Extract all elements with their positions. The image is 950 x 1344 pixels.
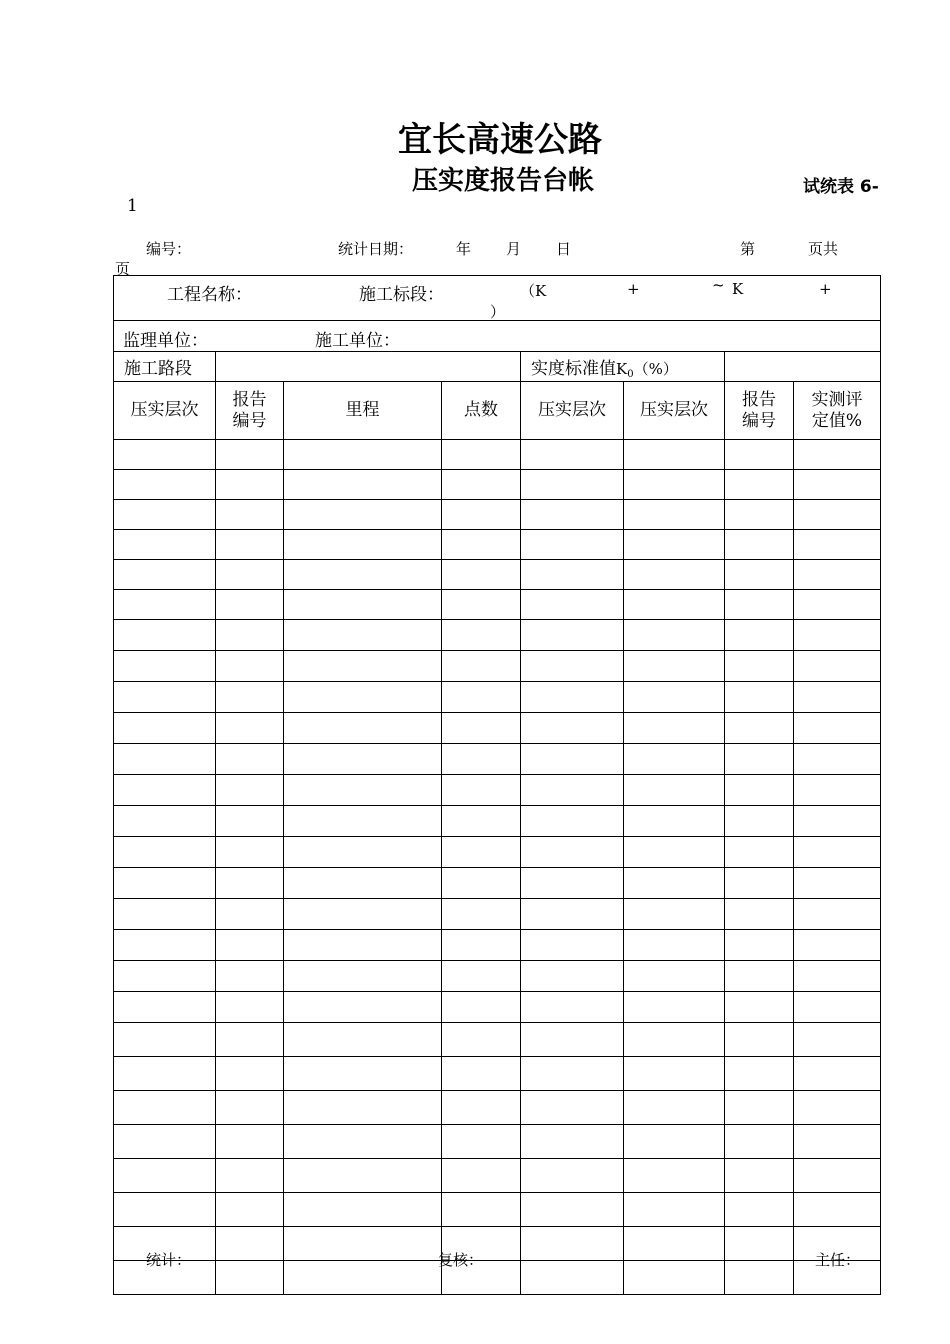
table-cell xyxy=(794,470,881,500)
table-cell xyxy=(624,961,725,992)
table-cell xyxy=(442,651,521,682)
table-cell xyxy=(521,620,624,651)
table-cell xyxy=(216,744,284,775)
table-cell xyxy=(725,961,794,992)
table-row xyxy=(114,470,881,500)
table-cell xyxy=(521,500,624,530)
table-cell xyxy=(624,899,725,930)
day-label: 日 xyxy=(556,240,572,258)
footer-director: 主任： xyxy=(815,1251,861,1269)
table-row xyxy=(114,530,881,560)
table-cell xyxy=(216,1091,284,1125)
document-subtitle: 压实度报告台帐 xyxy=(411,166,594,196)
table-cell xyxy=(521,1261,624,1295)
table-cell xyxy=(284,682,442,713)
table-cell xyxy=(725,1023,794,1057)
table-cell xyxy=(114,530,216,560)
number-label: 编号： xyxy=(146,240,192,258)
table-cell xyxy=(442,930,521,961)
table-cell xyxy=(216,1193,284,1227)
table-cell xyxy=(624,1125,725,1159)
table-cell xyxy=(284,806,442,837)
table-cell xyxy=(624,1261,725,1295)
table-row xyxy=(114,713,881,744)
table-cell xyxy=(442,775,521,806)
table-cell xyxy=(521,1125,624,1159)
table-row xyxy=(114,1193,881,1227)
table-cell xyxy=(216,470,284,500)
table-cell xyxy=(216,1261,284,1295)
station-close: ） xyxy=(490,303,506,321)
table-cell xyxy=(624,1159,725,1193)
table-cell xyxy=(216,961,284,992)
table-row xyxy=(114,1125,881,1159)
table-cell xyxy=(442,713,521,744)
table-cell xyxy=(442,1023,521,1057)
table-row xyxy=(114,1023,881,1057)
table-cell xyxy=(521,590,624,620)
table-row xyxy=(114,775,881,806)
table-cell xyxy=(521,1091,624,1125)
table-cell xyxy=(794,1057,881,1091)
page-total-label: 页共 xyxy=(808,240,839,258)
table-cell xyxy=(794,1023,881,1057)
table-cell xyxy=(216,500,284,530)
table-cell xyxy=(794,1091,881,1125)
section-label: 施工标段： xyxy=(359,285,444,305)
table-cell xyxy=(725,1261,794,1295)
standard-value-cell xyxy=(725,352,881,382)
table-cell xyxy=(521,440,624,470)
table-cell xyxy=(521,682,624,713)
table-cell xyxy=(284,1125,442,1159)
col-compaction-layer-1: 压实层次 xyxy=(114,382,216,440)
table-cell xyxy=(624,837,725,868)
table-cell xyxy=(794,744,881,775)
table-cell xyxy=(284,440,442,470)
table-cell xyxy=(216,1023,284,1057)
standard-value-label: 实度标准值$K_0(\%)$ xyxy=(521,352,725,382)
table-row xyxy=(114,1091,881,1125)
table-cell xyxy=(725,806,794,837)
table-row xyxy=(114,1227,881,1261)
col-mileage: 里程 xyxy=(284,382,442,440)
table-cell xyxy=(521,530,624,560)
table-cell xyxy=(216,560,284,590)
table-cell xyxy=(216,1227,284,1261)
table-row xyxy=(114,837,881,868)
table-cell xyxy=(284,1023,442,1057)
col-compaction-layer-3: 压实层次 xyxy=(624,382,725,440)
table-cell xyxy=(624,775,725,806)
table-row xyxy=(114,620,881,651)
table-cell xyxy=(521,1057,624,1091)
table-cell xyxy=(216,440,284,470)
table-cell xyxy=(794,899,881,930)
table-cell xyxy=(216,1057,284,1091)
table-cell xyxy=(624,560,725,590)
table-cell xyxy=(216,1159,284,1193)
table-row xyxy=(114,744,881,775)
table-cell xyxy=(114,1091,216,1125)
table-cell xyxy=(284,1159,442,1193)
table-cell xyxy=(284,868,442,899)
table-cell xyxy=(284,930,442,961)
table-cell xyxy=(216,899,284,930)
table-cell xyxy=(521,744,624,775)
page-number-label: 第 xyxy=(740,240,756,258)
table-cell xyxy=(114,682,216,713)
table-cell xyxy=(114,1023,216,1057)
table-cell xyxy=(624,1057,725,1091)
table-cell xyxy=(725,1057,794,1091)
table-row xyxy=(114,1057,881,1091)
table-cell xyxy=(725,651,794,682)
table-cell xyxy=(284,1091,442,1125)
col-points: 点数 xyxy=(442,382,521,440)
table-cell xyxy=(794,530,881,560)
table-cell xyxy=(521,1023,624,1057)
col-compaction-layer-2: 压实层次 xyxy=(521,382,624,440)
table-row xyxy=(114,992,881,1023)
table-cell xyxy=(725,837,794,868)
table-cell xyxy=(114,806,216,837)
table-cell xyxy=(521,470,624,500)
table-cell xyxy=(624,868,725,899)
table-cell xyxy=(725,500,794,530)
footer-stat: 统计： xyxy=(146,1251,192,1269)
table-cell xyxy=(442,961,521,992)
table-cell xyxy=(521,1193,624,1227)
table-cell xyxy=(794,1193,881,1227)
table-cell xyxy=(521,1227,624,1261)
table-cell xyxy=(725,713,794,744)
table-row xyxy=(114,500,881,530)
table-cell xyxy=(442,1091,521,1125)
station-tilde: ~ xyxy=(712,276,725,294)
table-row xyxy=(114,590,881,620)
table-cell xyxy=(725,470,794,500)
table-cell xyxy=(216,1125,284,1159)
table-cell xyxy=(725,868,794,899)
table-cell xyxy=(114,1057,216,1091)
table-cell xyxy=(521,992,624,1023)
road-section-value xyxy=(216,352,521,382)
table-cell xyxy=(114,440,216,470)
table-cell xyxy=(725,560,794,590)
project-label: 工程名称： xyxy=(167,285,252,305)
table-cell xyxy=(624,1227,725,1261)
table-cell xyxy=(521,837,624,868)
table-cell xyxy=(114,651,216,682)
document-title: 宜长高速公路 xyxy=(398,120,602,160)
table-cell xyxy=(794,992,881,1023)
table-cell xyxy=(794,590,881,620)
table-cell xyxy=(442,530,521,560)
table-cell xyxy=(725,744,794,775)
table-cell xyxy=(216,775,284,806)
table-cell xyxy=(114,1159,216,1193)
table-cell xyxy=(442,1193,521,1227)
form-number: 试统表 6- xyxy=(803,177,879,197)
table-cell xyxy=(521,560,624,590)
table-cell xyxy=(284,470,442,500)
table-cell xyxy=(442,560,521,590)
table-cell xyxy=(624,744,725,775)
table-cell xyxy=(624,682,725,713)
table-cell xyxy=(794,500,881,530)
table-cell xyxy=(442,620,521,651)
table-row xyxy=(114,930,881,961)
table-cell xyxy=(442,470,521,500)
table-cell xyxy=(114,1193,216,1227)
table-cell xyxy=(284,713,442,744)
year-label: 年 xyxy=(456,240,472,258)
table-cell xyxy=(794,682,881,713)
table-cell xyxy=(114,560,216,590)
form-number-continued: 1 xyxy=(127,196,138,216)
table-cell xyxy=(114,899,216,930)
table-cell xyxy=(725,1159,794,1193)
table-cell xyxy=(284,744,442,775)
table-cell xyxy=(442,992,521,1023)
table-cell xyxy=(794,440,881,470)
table-row xyxy=(114,560,881,590)
table-row xyxy=(114,1159,881,1193)
station-open: （K xyxy=(520,282,547,300)
supervisor-label: 监理单位： xyxy=(123,331,208,351)
table-row xyxy=(114,1261,881,1295)
table-cell xyxy=(284,500,442,530)
table-cell xyxy=(284,560,442,590)
table-cell xyxy=(794,620,881,651)
col-measured-value: 实测评 定值% xyxy=(794,382,881,440)
col-report-no-1: 报告 编号 xyxy=(216,382,284,440)
table-cell xyxy=(624,713,725,744)
table-row xyxy=(114,806,881,837)
table-cell xyxy=(794,837,881,868)
table-cell xyxy=(216,806,284,837)
table-cell xyxy=(216,530,284,560)
table-cell xyxy=(216,590,284,620)
table-cell xyxy=(114,868,216,899)
table-cell xyxy=(521,868,624,899)
table-cell xyxy=(114,590,216,620)
table-cell xyxy=(114,837,216,868)
table-cell xyxy=(442,1159,521,1193)
table-cell xyxy=(521,713,624,744)
table-cell xyxy=(114,961,216,992)
table-cell xyxy=(216,837,284,868)
table-cell xyxy=(521,806,624,837)
table-cell xyxy=(725,930,794,961)
table-cell xyxy=(794,930,881,961)
table-cell xyxy=(725,682,794,713)
table-cell xyxy=(521,651,624,682)
table-cell xyxy=(114,470,216,500)
table-cell xyxy=(216,682,284,713)
table-cell xyxy=(442,440,521,470)
table-cell xyxy=(114,775,216,806)
table-cell xyxy=(114,620,216,651)
table-cell xyxy=(442,590,521,620)
contractor-label: 施工单位： xyxy=(315,331,400,351)
table-cell xyxy=(725,1091,794,1125)
table-cell xyxy=(725,1125,794,1159)
table-cell xyxy=(624,590,725,620)
table-cell xyxy=(442,868,521,899)
table-cell xyxy=(521,1159,624,1193)
table-cell xyxy=(624,930,725,961)
table-cell xyxy=(725,992,794,1023)
compaction-ledger-table xyxy=(113,275,881,1295)
table-cell xyxy=(216,651,284,682)
table-cell xyxy=(624,500,725,530)
table-cell xyxy=(521,899,624,930)
table-cell xyxy=(624,1023,725,1057)
table-cell xyxy=(114,930,216,961)
table-cell xyxy=(442,837,521,868)
table-cell xyxy=(442,1057,521,1091)
station-plus-2: + xyxy=(819,280,832,298)
table-cell xyxy=(725,440,794,470)
table-cell xyxy=(725,775,794,806)
table-row xyxy=(114,651,881,682)
table-cell xyxy=(624,1091,725,1125)
station-k-2: K xyxy=(732,280,744,298)
table-cell xyxy=(114,1125,216,1159)
table-cell xyxy=(284,775,442,806)
table-cell xyxy=(624,806,725,837)
table-cell xyxy=(442,899,521,930)
table-cell xyxy=(794,775,881,806)
table-cell xyxy=(725,1227,794,1261)
table-cell xyxy=(521,930,624,961)
table-cell xyxy=(114,500,216,530)
table-cell xyxy=(442,682,521,713)
table-cell xyxy=(284,1057,442,1091)
table-cell xyxy=(725,1193,794,1227)
table-cell xyxy=(284,530,442,560)
table-row xyxy=(114,682,881,713)
table-cell xyxy=(794,651,881,682)
table-cell xyxy=(284,620,442,651)
date-label: 统计日期： xyxy=(338,240,414,258)
page-end-label: 页 xyxy=(115,260,131,278)
table-row xyxy=(114,961,881,992)
road-section-label: 施工路段 xyxy=(114,352,216,382)
table-cell xyxy=(442,744,521,775)
table-row xyxy=(114,868,881,899)
project-row xyxy=(114,276,881,321)
table-cell xyxy=(216,992,284,1023)
table-row xyxy=(114,440,881,470)
footer-review: 复核： xyxy=(438,1251,484,1269)
table-cell xyxy=(442,500,521,530)
table-cell xyxy=(794,713,881,744)
table-cell xyxy=(114,992,216,1023)
table-cell xyxy=(284,992,442,1023)
table-cell xyxy=(216,713,284,744)
table-cell xyxy=(284,1261,442,1295)
table-cell xyxy=(725,620,794,651)
table-cell xyxy=(284,590,442,620)
table-cell xyxy=(794,806,881,837)
table-cell xyxy=(624,620,725,651)
table-cell xyxy=(521,961,624,992)
table-cell xyxy=(794,1125,881,1159)
table-cell xyxy=(725,899,794,930)
table-cell xyxy=(794,961,881,992)
table-cell xyxy=(216,930,284,961)
table-cell xyxy=(442,806,521,837)
table-cell xyxy=(624,530,725,560)
table-cell xyxy=(794,868,881,899)
month-label: 月 xyxy=(506,240,522,258)
unit-row xyxy=(114,321,881,352)
station-plus-1: + xyxy=(627,280,640,298)
table-cell xyxy=(114,713,216,744)
col-report-no-2: 报告 编号 xyxy=(725,382,794,440)
table-row xyxy=(114,899,881,930)
table-cell xyxy=(624,470,725,500)
table-cell xyxy=(284,651,442,682)
table-cell xyxy=(624,1193,725,1227)
table-cell xyxy=(442,1125,521,1159)
table-cell xyxy=(216,620,284,651)
table-cell xyxy=(216,868,284,899)
table-cell xyxy=(794,1159,881,1193)
table-cell xyxy=(794,560,881,590)
table-cell xyxy=(725,590,794,620)
data-rows xyxy=(114,440,881,1295)
table-cell xyxy=(284,1193,442,1227)
table-cell xyxy=(284,1227,442,1261)
table-cell xyxy=(521,775,624,806)
table-cell xyxy=(624,440,725,470)
table-cell xyxy=(725,530,794,560)
table-cell xyxy=(624,651,725,682)
table-cell xyxy=(284,961,442,992)
table-cell xyxy=(624,992,725,1023)
table-cell xyxy=(284,899,442,930)
table-cell xyxy=(284,837,442,868)
table-cell xyxy=(114,744,216,775)
